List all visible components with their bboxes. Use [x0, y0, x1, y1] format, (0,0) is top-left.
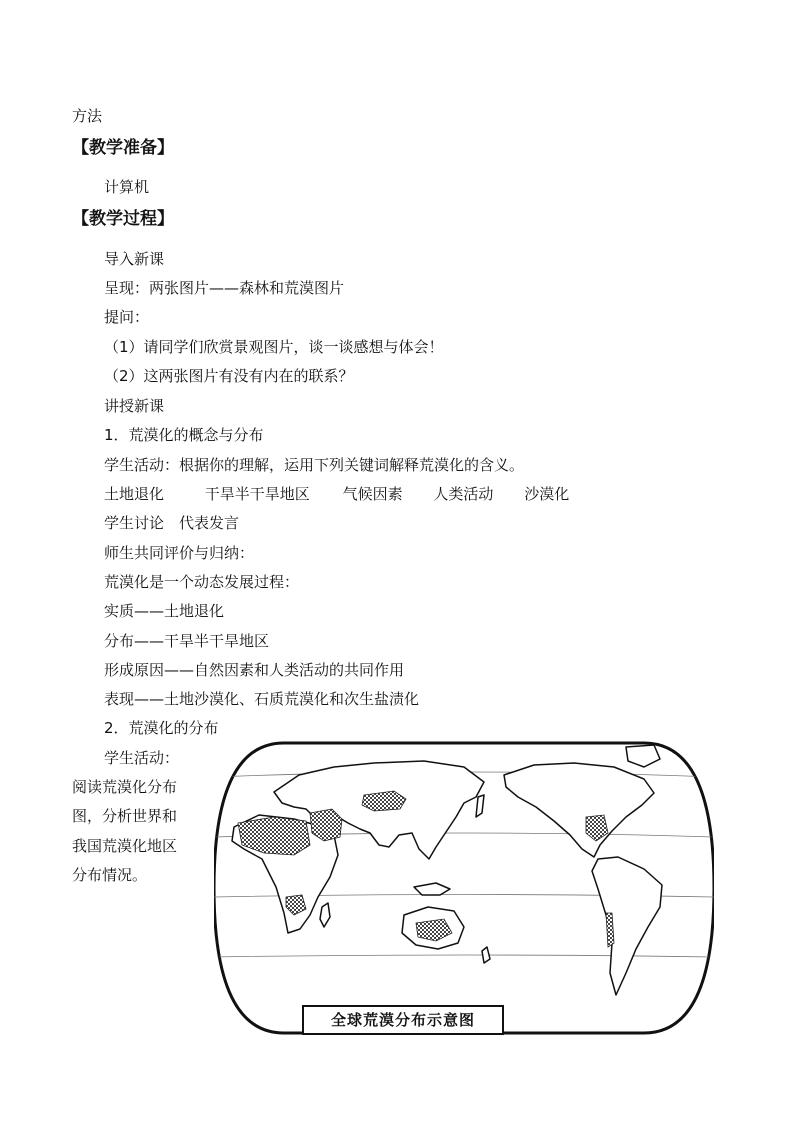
read-line-1: 阅读荒漠化分布	[72, 778, 178, 796]
cause-line: 形成原因——自然因素和人类活动的共同作用	[104, 661, 405, 679]
world-map-drawing	[214, 737, 714, 1039]
read-line-4: 分布情况。	[72, 866, 148, 884]
manifest-line: 表现——土地沙漠化、石质荒漠化和次生盐渍化	[104, 690, 420, 708]
distribution-line: 分布——干旱半干旱地区	[104, 632, 270, 650]
process-heading: 【教学过程】	[72, 209, 174, 229]
intro-method: 方法	[72, 107, 103, 125]
discuss-line: 学生讨论 代表发言	[104, 514, 240, 532]
keyword-row	[104, 484, 569, 504]
intro-title: 导入新课	[104, 250, 165, 268]
essence-line: 实质——土地退化	[104, 602, 225, 620]
teach-title: 讲授新课	[104, 397, 165, 415]
summary-line: 师生共同评价与归纳：	[104, 544, 255, 562]
read-line-2: 图，分析世界和	[72, 807, 178, 825]
prep-item: 计算机	[104, 178, 150, 196]
definition-line: 荒漠化是一个动态发展过程：	[104, 573, 300, 591]
keyword-land-degradation: 土地退化	[104, 485, 165, 503]
question-2: （2）这两张图片有没有内在的联系？	[104, 367, 354, 385]
activity-2-line: 学生活动：	[104, 749, 180, 767]
keyword-arid-regions: 干旱半干旱地区	[204, 485, 310, 503]
section-2-title: 2．荒漠化的分布	[104, 719, 219, 737]
keyword-climate: 气候因素	[342, 485, 403, 503]
present-line: 呈现：两张图片——森林和荒漠图片	[104, 279, 345, 297]
world-desert-map	[214, 737, 714, 1039]
keyword-sand-desertification: 沙漠化	[524, 485, 570, 503]
map-caption: 全球荒漠分布示意图	[302, 1005, 504, 1035]
ask-line: 提问：	[104, 308, 150, 326]
activity-line: 学生活动：根据你的理解，运用下列关键词解释荒漠化的含义。	[104, 456, 525, 474]
prep-heading: 【教学准备】	[72, 138, 174, 158]
section-1-title: 1．荒漠化的概念与分布	[104, 426, 264, 444]
read-line-3: 我国荒漠化地区	[72, 837, 178, 855]
question-1: （1）请同学们欣赏景观图片，谈一谈感想与体会！	[104, 338, 444, 356]
keyword-human-activity: 人类活动	[433, 485, 494, 503]
